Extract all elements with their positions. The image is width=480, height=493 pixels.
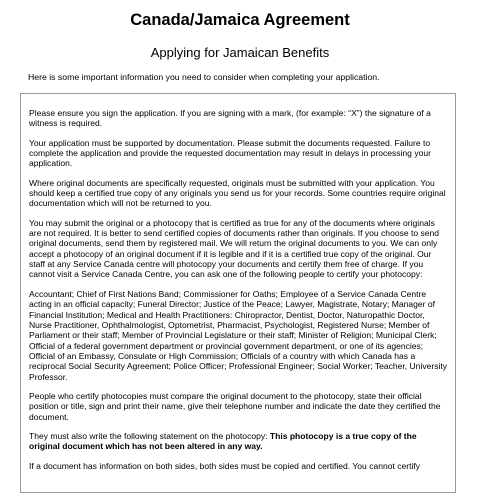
statement-paragraph: [29, 431, 449, 452]
signature-paragraph: Please ensure you sign the application. If you are signing with a mark, (for example: “X”) the signature of a witness is required.: [29, 108, 431, 129]
important-notice-box: [20, 93, 456, 493]
certified-copy-paragraph: You may submit the original or a photocopy that is certified as true for any of the documents where originals are not required. It is better to send certified copies of documents rather than originals. If you choose to send original documents, send them by registered mail. We will return the original documents to you. We can only accept a photocopy of an original document if it is legible and if it is a certified true copy of the original. Our staff at any Service Canada centre will photocopy your documents and certify them free of charge. If you cannot visit a Service Canada Centre, you can ask one of the following people to certify your photocopy:: [29, 217, 440, 280]
document-subtitle: Applying for Jamaican Benefits: [150, 45, 330, 60]
statement-bold: This photocopy is a true copy of the original document which has not been altered in any way.: [29, 430, 417, 452]
notice-content: [29, 108, 449, 480]
certifier-duties-paragraph: People who certify photocopies must compare the original document to the photocopy, state their official position or title, sign and print their name, give their telephone number and indicate the date they certified the document.: [29, 390, 441, 422]
documentation-paragraph: Your application must be supported by documentation. Please submit the documents requested. Failure to complete the application and provide the requested documentation may result in delays in processing your application.: [29, 137, 431, 169]
intro-text: Here is some important information you need to consider when completing your application.: [28, 72, 380, 82]
original-documents-paragraph: Where original documents are specifically requested, originals must be submitted with your application. You should keep a certified true copy of any originals you send us for your records. Some countries require original documentation which will not be returned to you.: [29, 177, 446, 209]
certifier-list-paragraph: Accountant; Chief of First Nations Band; Commissioner for Oaths; Employee of a Service Canada Centre acting in an official capacity; Funeral Director; Justice of the Peace; Lawyer, Magistrate, Notary; Manager of Financial Institution; Medical and Health Practitioners: Chiropractor, Dentist, Doctor, Naturopathic Doctor, Nurse Practitioner, Ophthalmologist, Optometrist, Pharmacist, Psychologist, Registered Nurse; Member of Parliament or their staff; Member of Provincial Legislature or their staff; Minister of Religion; Municipal Clerk; Official of a federal government department or provincial government department, or one of its agencies; Official of an Embassy, Consulate or High Commission; Officials of a country with which Canada has a reciprocal Social Security Agreement; Police Officer; Professional Engineer; Social Worker; Teacher, University Professor.: [29, 288, 448, 382]
document-title: Canada/Jamaica Agreement: [130, 11, 350, 29]
both-sides-paragraph: If a document has information on both sides, both sides must be copied and certified. You cannot certify: [29, 460, 421, 471]
statement-intro: They must also write the following statement on the photocopy:: [29, 430, 270, 441]
